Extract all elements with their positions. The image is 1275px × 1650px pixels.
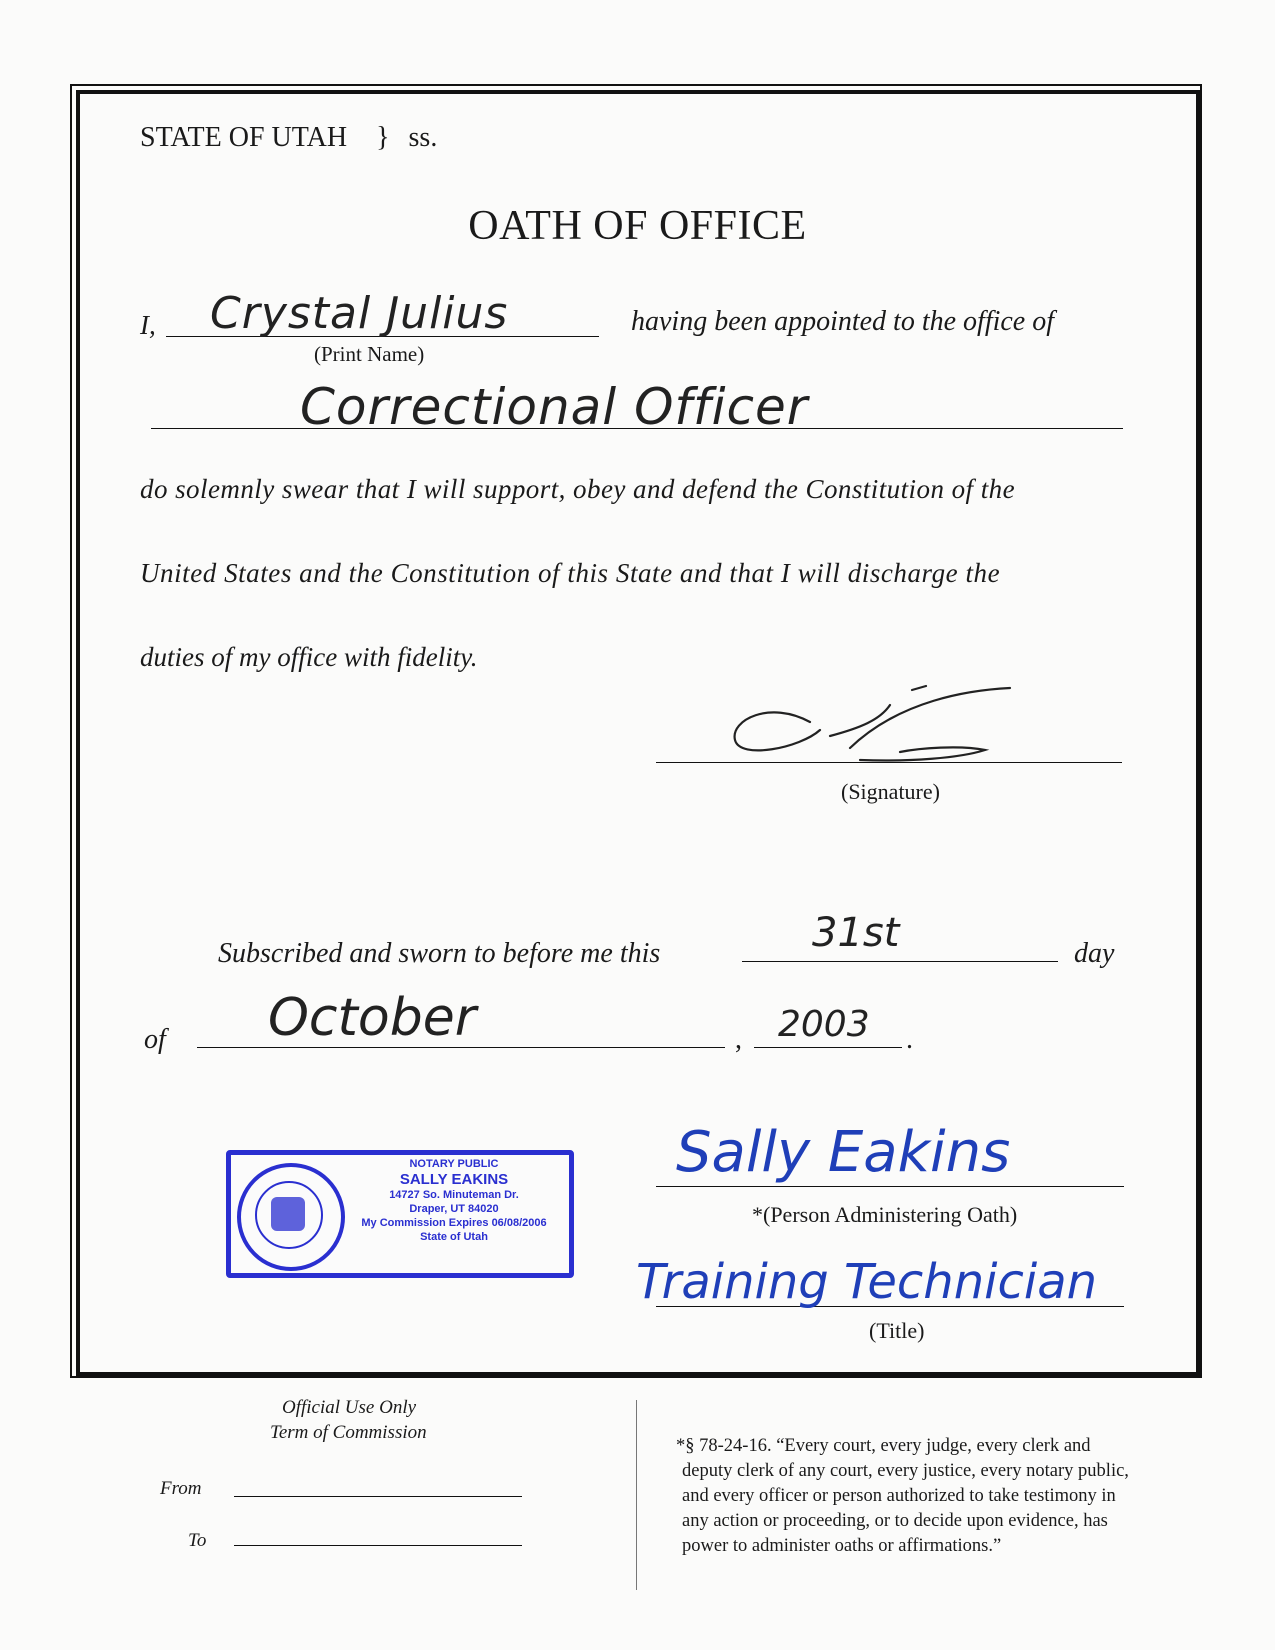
administrator-caption: *(Person Administering Oath) — [752, 1202, 1018, 1227]
name-prefix: I, — [140, 310, 156, 340]
stamp-address: 14727 So. Minuteman Dr. — [389, 1189, 519, 1201]
official-use-label: Official Use Only — [282, 1397, 417, 1418]
oath-line-1: do solemnly swear that I will support, obey and defend the Constitution of the — [140, 474, 1016, 504]
state-name: STATE OF UTAH — [140, 122, 348, 153]
statute-line: deputy clerk of any court, every justice, every notary public, — [682, 1461, 1129, 1481]
handwritten-year: 2003 — [778, 1004, 870, 1045]
to-label: To — [188, 1530, 207, 1551]
print-name-caption: (Print Name) — [314, 342, 425, 366]
month-comma: , — [735, 1024, 742, 1055]
year-period: . — [906, 1024, 913, 1055]
statute-line: and every officer or person authorized to take testimony in — [682, 1486, 1116, 1506]
oath-line-2: United States and the Constitution of this State and that I will discharge the — [140, 558, 1001, 588]
handwritten-name: Crystal Julius — [210, 288, 509, 339]
appointment-suffix: having been appointed to the office of — [631, 306, 1055, 337]
statute-line: any action or proceeding, or to decide upon evidence, has — [682, 1511, 1108, 1531]
handwritten-month: October — [268, 988, 477, 1048]
of-label: of — [144, 1024, 166, 1055]
signature-caption: (Signature) — [841, 779, 940, 804]
stamp-city: Draper, UT 84020 — [409, 1203, 499, 1215]
jurat-prefix: Subscribed and sworn to before me this — [218, 938, 661, 969]
brace: } — [376, 122, 390, 153]
statute-line: power to administer oaths or affirmations.” — [682, 1536, 1002, 1556]
stamp-name: SALLY EAKINS — [399, 1171, 509, 1188]
document-title: OATH OF OFFICE — [468, 203, 807, 249]
handwritten-title: Training Technician — [636, 1254, 1098, 1310]
handwritten-office: Correctional Officer — [300, 378, 809, 436]
oath-line-3: duties of my office with fidelity. — [140, 642, 478, 672]
title-caption: (Title) — [869, 1318, 925, 1343]
statute-line: *§ 78-24-16. “Every court, every judge, every clerk and — [676, 1436, 1091, 1456]
handwritten-day: 31st — [812, 910, 900, 956]
stamp-expiry: My Commission Expires 06/08/2006 — [361, 1217, 547, 1229]
stamp-state: State of Utah — [420, 1231, 488, 1243]
jurat-day-suffix: day — [1074, 938, 1115, 969]
stamp-title: NOTARY PUBLIC — [409, 1158, 499, 1170]
term-label: Term of Commission — [270, 1422, 427, 1443]
from-label: From — [160, 1478, 202, 1499]
handwritten-administrator: Sally Eakins — [676, 1120, 1011, 1185]
ss-label: ss. — [408, 122, 438, 153]
